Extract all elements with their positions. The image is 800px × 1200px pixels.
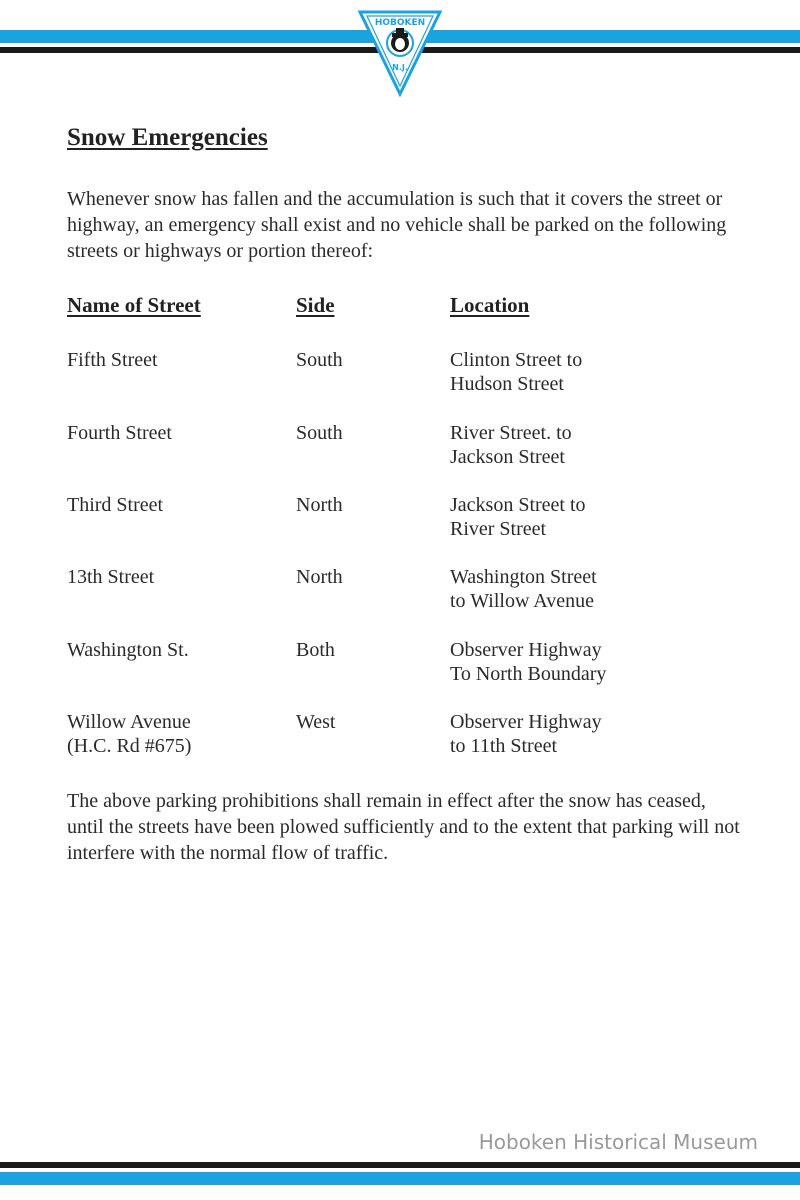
location-line: River Street. to: [450, 422, 572, 444]
intro-paragraph: Whenever snow has fallen and the accumulation is such that it covers the street or highway, an emergency shall exist and no vehicle shall be parked on the following streets or highways or portion thereof:: [67, 188, 727, 262]
row-5-side: Both: [296, 639, 335, 661]
row-6-side: West: [296, 711, 336, 733]
row-2-location: [450, 421, 572, 469]
row-1-side: South: [296, 349, 343, 371]
header-side: Side: [296, 293, 335, 317]
row-3-side: North: [296, 494, 343, 516]
row-4-location: [450, 565, 597, 613]
row-3-street: [67, 493, 163, 517]
location-line: To North Boundary: [450, 663, 607, 685]
header-name-of-street: Name of Street: [67, 293, 201, 317]
location-line: Jackson Street: [450, 446, 565, 468]
street-line: (H.C. Rd #675): [67, 735, 192, 757]
logo-bottom-text: N.J.: [392, 63, 408, 72]
row-6-street: [67, 710, 191, 758]
location-line: to 11th Street: [450, 735, 558, 757]
logo-top-text: HOBOKEN: [374, 18, 426, 28]
row-4-street: [67, 565, 154, 589]
location-line: Washington Street: [450, 566, 597, 588]
row-5-location: [450, 638, 606, 686]
street-line: Fifth Street: [67, 349, 158, 371]
row-2-street: [67, 421, 172, 445]
location-line: Observer Highway: [450, 639, 602, 661]
row-3-location: [450, 493, 586, 541]
header-location: Location: [450, 293, 530, 317]
row-1-location: [450, 348, 582, 396]
location-line: Hudson Street: [450, 373, 564, 395]
street-line: Washington St.: [67, 639, 189, 661]
bottom-black-band: [0, 1162, 800, 1168]
bottom-blue-band: [0, 1172, 800, 1185]
street-line: Third Street: [67, 494, 164, 516]
museum-watermark: Hoboken Historical Museum: [478, 1130, 758, 1154]
location-line: Observer Highway: [450, 711, 602, 733]
street-line: Fourth Street: [67, 422, 172, 444]
location-line: River Street: [450, 518, 547, 540]
row-5-street: [67, 638, 189, 662]
street-line: Willow Avenue: [67, 711, 191, 733]
location-line: Jackson Street to: [450, 494, 586, 516]
row-6-location: [450, 710, 602, 758]
row-2-side: South: [296, 422, 343, 444]
street-line: 13th Street: [67, 566, 155, 588]
hoboken-seal-icon: [358, 8, 442, 98]
location-line: Clinton Street to: [450, 349, 583, 371]
location-line: to Willow Avenue: [450, 590, 594, 612]
closing-paragraph: The above parking prohibitions shall remain in effect after the snow has ceased, until the streets have been plowed sufficiently and to the extent that parking will not interfere with the normal flow of traffic.: [67, 790, 740, 864]
row-1-street: [67, 348, 158, 372]
page-title: Snow Emergencies: [67, 124, 268, 151]
row-4-side: North: [296, 566, 343, 588]
